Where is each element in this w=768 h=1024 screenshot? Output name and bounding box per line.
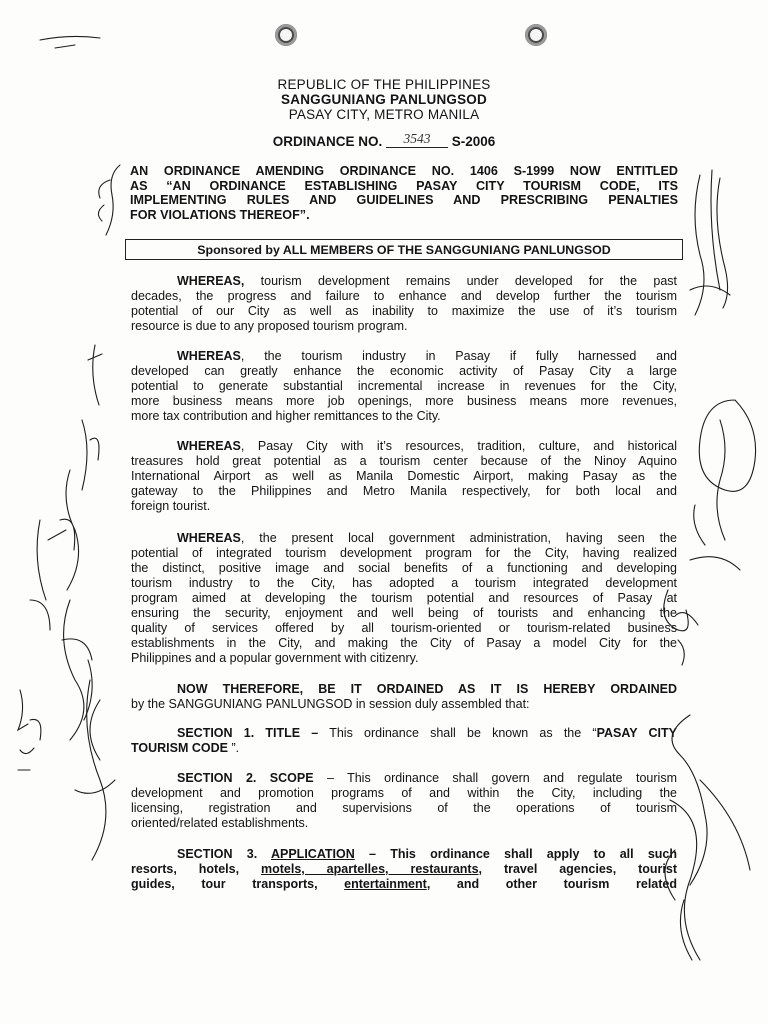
signature-mark bbox=[40, 36, 100, 48]
signature-mark bbox=[672, 715, 750, 885]
signature-mark bbox=[690, 400, 756, 570]
sponsor-box: Sponsored by ALL MEMBERS OF THE SANGGUNIANG PANLUNGSOD bbox=[125, 239, 683, 260]
para-text: , Pasay City with it’s resources, tradition, culture, and historical bbox=[240, 439, 677, 453]
para-text: guides, tour transports, bbox=[131, 877, 345, 891]
para-text: tourism development remains under developed for the past bbox=[260, 274, 677, 288]
para-text: – This ordinance shall apply to all such bbox=[354, 847, 677, 861]
ordinance-label: ORDINANCE NO. bbox=[272, 134, 383, 149]
underlined-entertainment: entertainment bbox=[344, 877, 427, 891]
whereas-lead: WHEREAS bbox=[177, 349, 241, 363]
para-text: , the tourism industry in Pasay if fully harnessed and bbox=[240, 349, 677, 363]
para-text: This ordinance shall be known as the “ bbox=[329, 726, 597, 740]
ordinance-suffix: S-2006 bbox=[451, 134, 496, 149]
para-line: licensing, registration and supervisions of the operations of tourism bbox=[131, 801, 677, 815]
signature-mark bbox=[62, 600, 92, 740]
punch-hole bbox=[275, 24, 297, 46]
whereas-paragraph-3 bbox=[131, 439, 677, 514]
section-3 bbox=[131, 847, 677, 892]
section-lead: SECTION 2. SCOPE bbox=[177, 771, 314, 785]
para-line: establishments in the City, and making the City of Pasay a model City for the bbox=[131, 636, 677, 650]
para-line: more business means more job openings, more business means more revenues, bbox=[131, 394, 677, 408]
signature-mark bbox=[60, 345, 102, 590]
ordinance-title bbox=[130, 164, 678, 222]
code-name: PASAY CITY bbox=[596, 726, 677, 740]
title-line: AS “AN ORDINANCE ESTABLISHING PASAY CITY TOURISM CODE, ITS bbox=[130, 178, 678, 193]
para-line: developed can greatly enhance the economic activity of Pasay City a large bbox=[131, 364, 677, 378]
para-line: ensuring the security, enjoyment and well being of tourists and enhancing the bbox=[131, 606, 677, 620]
punch-hole bbox=[525, 24, 547, 46]
para-text: ”. bbox=[228, 741, 240, 755]
signature-mark bbox=[690, 170, 730, 315]
title-line: FOR VIOLATIONS THEREOF”. bbox=[130, 207, 310, 222]
para-line: by the SANGGUNIANG PANLUNGSOD in session duly assembled that: bbox=[131, 697, 530, 711]
para-text: resorts, hotels, bbox=[131, 862, 261, 876]
para-line: quality of services offered by all tourism-oriented or tourism-related business bbox=[131, 621, 677, 635]
para-text: – This ordinance shall govern and regulate tourism bbox=[313, 771, 677, 785]
title-line: IMPLEMENTING RULES AND GUIDELINES AND PRESCRIBING PENALTIES bbox=[130, 193, 678, 208]
header-sanggunian: SANGGUNIANG PANLUNGSOD bbox=[281, 92, 487, 107]
para-line: more tax contribution and higher remittances to the City. bbox=[131, 409, 441, 423]
title-line: AN ORDINANCE AMENDING ORDINANCE NO. 1406 S-1999 NOW ENTITLED bbox=[130, 164, 678, 178]
ordaining-clause bbox=[131, 682, 677, 712]
para-line: tourism industry to the City, has adopted a tourism integrated development bbox=[131, 576, 677, 590]
para-line: foreign tourist. bbox=[131, 499, 211, 513]
para-line: treasures hold great potential as a tourism center because of the Ninoy Aquino bbox=[131, 454, 677, 468]
para-text: , the present local government administration, having seen the bbox=[240, 531, 677, 545]
header-republic: REPUBLIC OF THE PHILIPPINES bbox=[277, 77, 491, 92]
para-line: gateway to the Philippines and Metro Manila respectively, for both local and bbox=[131, 484, 677, 498]
whereas-paragraph-4 bbox=[131, 531, 677, 666]
para-line: potential of integrated tourism development program for the City, having realized bbox=[131, 546, 677, 560]
signature-mark bbox=[75, 680, 115, 860]
whereas-paragraph-1 bbox=[131, 274, 677, 334]
para-text: , and other tourism related bbox=[426, 877, 677, 891]
para-text: , travel agencies, tourist bbox=[478, 862, 678, 876]
section-lead: SECTION 1. TITLE – bbox=[177, 726, 319, 740]
para-line: decades, the progress and failure to enhance and develop further the tourism bbox=[131, 289, 677, 303]
header-city: PASAY CITY, METRO MANILA bbox=[288, 107, 480, 122]
ordinance-number bbox=[0, 131, 768, 151]
para-line: oriented/related establishments. bbox=[131, 816, 309, 830]
section-2 bbox=[131, 771, 677, 831]
para-line: potential of our City as well as inability to maximize the use of it’s tourism bbox=[131, 304, 677, 318]
ordaining-lead: NOW THEREFORE, BE IT ORDAINED AS IT IS HEREBY ORDAINED bbox=[177, 682, 677, 696]
section-lead: SECTION 3. bbox=[177, 847, 258, 861]
para-line: resource is due to any proposed tourism program. bbox=[131, 319, 408, 333]
para-line: potential to generate substantial incremental increase in revenues for the City, bbox=[131, 379, 677, 393]
code-name: TOURISM CODE bbox=[131, 741, 228, 755]
signature-mark bbox=[18, 748, 34, 770]
signature-mark bbox=[18, 690, 41, 740]
ordinance-handwritten-number: 3543 bbox=[386, 131, 448, 148]
para-line: International Airport as well as Manila Domestic Airport, making Pasay as the bbox=[131, 469, 677, 483]
whereas-lead: WHEREAS bbox=[177, 439, 241, 453]
para-line: the distinct, positive image and social benefits of a functioning and developing bbox=[131, 561, 677, 575]
section-heading: APPLICATION bbox=[270, 847, 355, 861]
para-line: program aimed at developing the tourism potential and resources of Pasay at bbox=[131, 591, 677, 605]
underlined-establishments: motels, apartelles, restaurants bbox=[261, 862, 479, 876]
signature-mark bbox=[30, 520, 66, 630]
whereas-lead: WHEREAS bbox=[177, 531, 241, 545]
para-line: Philippines and a popular government with citizenry. bbox=[131, 651, 419, 665]
whereas-lead: WHEREAS, bbox=[177, 274, 245, 288]
para-line: development and promotion programs of and within the City, including the bbox=[131, 786, 677, 800]
whereas-paragraph-2 bbox=[131, 349, 677, 424]
signature-mark bbox=[98, 165, 120, 235]
section-1 bbox=[131, 726, 677, 756]
